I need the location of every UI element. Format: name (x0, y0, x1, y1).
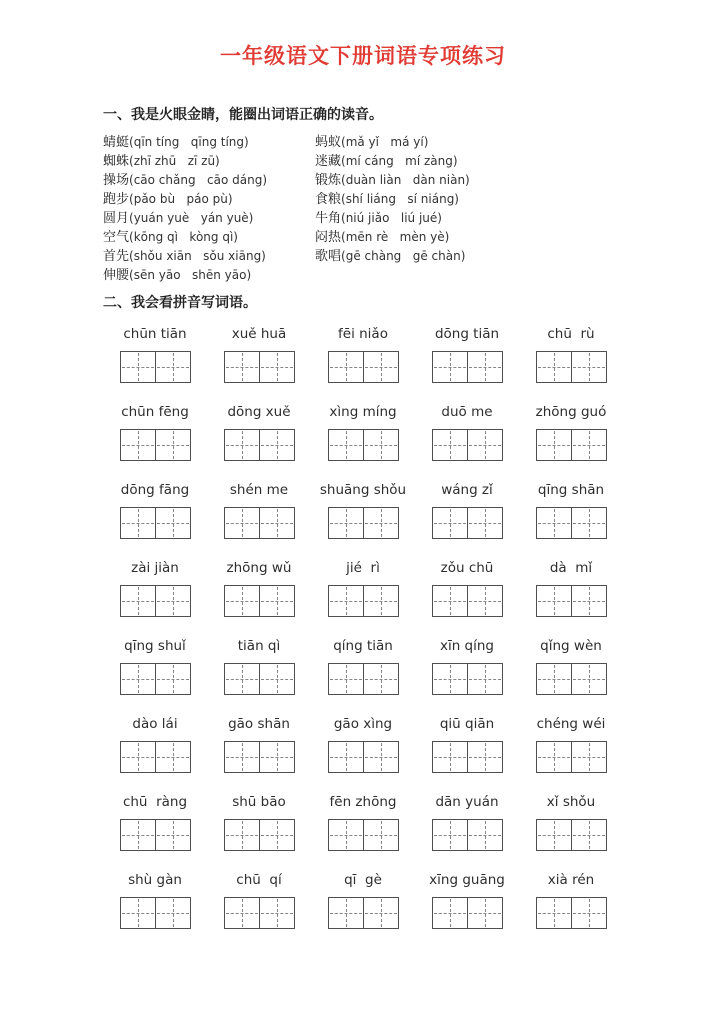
tianzige-cell (364, 429, 399, 461)
writing-box (224, 507, 295, 539)
pronunciation-choices: (qīn tíng qīng tíng) (129, 135, 249, 149)
pinyin-label: duō me (441, 404, 493, 420)
tianzige-cell (224, 429, 260, 461)
writing-box-slot (415, 663, 519, 695)
tianzige-cell (120, 429, 156, 461)
tianzige-cell (260, 663, 295, 695)
word-hanzi: 蜻蜓 (103, 134, 130, 149)
writing-box-row (103, 585, 623, 617)
writing-box-slot (519, 429, 623, 461)
tianzige-cell (260, 741, 295, 773)
tianzige-cell (260, 819, 295, 851)
writing-box (224, 663, 295, 695)
writing-box (328, 351, 399, 383)
tianzige-cell (572, 507, 607, 539)
pronunciation-choices: (mí cáng mí zàng) (341, 154, 458, 168)
tianzige-cell (156, 585, 191, 617)
writing-box-slot (311, 429, 415, 461)
writing-box (328, 741, 399, 773)
tianzige-cell (224, 741, 260, 773)
writing-box-slot (519, 897, 623, 929)
tianzige-cell (224, 351, 260, 383)
writing-box (224, 741, 295, 773)
writing-box (224, 351, 295, 383)
word-choice-list (103, 132, 623, 284)
writing-box-slot (311, 663, 415, 695)
word-hanzi: 牛角 (315, 210, 342, 225)
tianzige-cell (156, 741, 191, 773)
word-choice-item (103, 246, 315, 265)
tianzige-cell (572, 429, 607, 461)
tianzige-cell (156, 429, 191, 461)
tianzige-cell (224, 585, 260, 617)
pronunciation-choices: (gē chàng gē chàn) (341, 249, 466, 263)
pinyin-label: dōng fāng (120, 482, 190, 498)
word-hanzi: 伸腰 (103, 267, 130, 282)
pinyin-label-row (103, 716, 623, 732)
writing-box (432, 351, 503, 383)
tianzige-cell (468, 429, 503, 461)
writing-box (536, 741, 607, 773)
pinyin-label: dōng tiān (434, 326, 500, 342)
writing-box (224, 897, 295, 929)
pinyin-label: zǒu chū (440, 560, 494, 576)
writing-box-slot (207, 897, 311, 929)
writing-box-slot (415, 897, 519, 929)
tianzige-cell (536, 351, 572, 383)
word-hanzi: 歌唱 (315, 248, 342, 263)
writing-box-slot (415, 351, 519, 383)
pinyin-label: xǐ shǒu (546, 794, 596, 810)
tianzige-cell (120, 819, 156, 851)
word-choice-item (103, 265, 315, 284)
pinyin-label: shén me (229, 482, 289, 498)
writing-box-slot (519, 741, 623, 773)
word-hanzi: 蚂蚁 (315, 134, 342, 149)
pronunciation-choices: (kōng qì kòng qì) (129, 230, 238, 244)
tianzige-cell (260, 585, 295, 617)
pinyin-label: zhōng wǔ (226, 560, 292, 576)
word-choice-item (103, 132, 315, 151)
writing-box (120, 663, 191, 695)
writing-box (120, 351, 191, 383)
tianzige-cell (120, 897, 156, 929)
tianzige-cell (364, 663, 399, 695)
tianzige-cell (572, 663, 607, 695)
tianzige-cell (536, 897, 572, 929)
writing-box-slot (519, 819, 623, 851)
writing-box-slot (519, 663, 623, 695)
pinyin-label-row (103, 404, 623, 420)
tianzige-cell (328, 429, 364, 461)
writing-box (536, 507, 607, 539)
word-hanzi: 迷藏 (315, 153, 342, 168)
tianzige-cell (260, 429, 295, 461)
writing-box-slot (415, 429, 519, 461)
tianzige-cell (468, 897, 503, 929)
writing-box (328, 663, 399, 695)
tianzige-cell (156, 897, 191, 929)
writing-box (432, 507, 503, 539)
writing-box (432, 897, 503, 929)
tianzige-cell (328, 741, 364, 773)
tianzige-cell (536, 429, 572, 461)
pronunciation-choices: (sēn yāo shēn yāo) (129, 268, 252, 282)
pronunciation-choices: (cāo chǎng cāo dáng) (129, 173, 268, 187)
pronunciation-choices: (shǒu xiān sǒu xiāng) (129, 249, 266, 263)
tianzige-cell (260, 507, 295, 539)
pinyin-label: chūn tiān (123, 326, 187, 342)
writing-box (432, 585, 503, 617)
pinyin-label: shū bāo (232, 794, 286, 810)
writing-box-slot (311, 585, 415, 617)
pinyin-label: xīng guāng (429, 872, 505, 888)
pinyin-label: zhōng guó (535, 404, 607, 420)
pinyin-label: xuě huā (231, 326, 287, 342)
word-hanzi: 空气 (103, 229, 130, 244)
tianzige-cell (432, 897, 468, 929)
writing-box-slot (415, 507, 519, 539)
writing-box (328, 819, 399, 851)
word-choice-item (315, 132, 623, 151)
writing-box (224, 585, 295, 617)
word-hanzi: 操场 (103, 172, 130, 187)
pinyin-label: xīn qíng (439, 638, 495, 654)
writing-box-slot (207, 741, 311, 773)
pinyin-label: xià rén (547, 872, 595, 888)
pronunciation-choices: (niú jiǎo liú jué) (341, 211, 442, 225)
word-list-right (315, 132, 623, 284)
tianzige-cell (572, 585, 607, 617)
tianzige-cell (432, 663, 468, 695)
word-choice-item (103, 208, 315, 227)
tianzige-cell (328, 897, 364, 929)
tianzige-cell (432, 585, 468, 617)
writing-box-slot (207, 507, 311, 539)
tianzige-cell (572, 819, 607, 851)
pinyin-label: gāo xìng (333, 716, 393, 732)
tianzige-cell (468, 741, 503, 773)
section1-heading: 一、我是火眼金睛，能圈出词语正确的读音。 (103, 108, 383, 123)
word-hanzi: 锻炼 (315, 172, 342, 187)
writing-box-slot (103, 585, 207, 617)
pinyin-label: shù gàn (128, 872, 182, 888)
writing-box (432, 819, 503, 851)
tianzige-cell (468, 585, 503, 617)
tianzige-cell (156, 663, 191, 695)
writing-box-slot (103, 429, 207, 461)
tianzige-cell (260, 897, 295, 929)
word-hanzi: 食粮 (315, 191, 342, 206)
tianzige-cell (224, 897, 260, 929)
writing-box-slot (415, 741, 519, 773)
word-choice-item (103, 151, 315, 170)
tianzige-cell (536, 741, 572, 773)
pinyin-label: qíng tiān (333, 638, 393, 654)
writing-box-row (103, 897, 623, 929)
writing-box (120, 741, 191, 773)
pinyin-label: chū rù (547, 326, 595, 342)
writing-box (432, 741, 503, 773)
pinyin-label: shuāng shǒu (319, 482, 407, 498)
word-hanzi: 闷热 (315, 229, 342, 244)
writing-box-slot (311, 897, 415, 929)
pinyin-label: fēn zhōng (329, 794, 397, 810)
tianzige-cell (432, 351, 468, 383)
tianzige-cell (364, 819, 399, 851)
tianzige-cell (120, 585, 156, 617)
word-choice-item (315, 246, 623, 265)
writing-box (328, 507, 399, 539)
tianzige-cell (432, 429, 468, 461)
tianzige-cell (536, 663, 572, 695)
writing-box-slot (415, 819, 519, 851)
writing-box (536, 897, 607, 929)
tianzige-cell (120, 507, 156, 539)
word-choice-item (315, 208, 623, 227)
writing-box-row (103, 351, 623, 383)
writing-box-slot (103, 507, 207, 539)
tianzige-cell (156, 819, 191, 851)
writing-box-slot (207, 585, 311, 617)
writing-box-row (103, 741, 623, 773)
tianzige-cell (364, 351, 399, 383)
pronunciation-choices: (pǎo bù páo pù) (129, 192, 233, 206)
pinyin-label: zài jiàn (131, 560, 179, 576)
tianzige-cell (328, 351, 364, 383)
word-hanzi: 首先 (103, 248, 130, 263)
tianzige-cell (328, 819, 364, 851)
writing-box-slot (207, 351, 311, 383)
pinyin-grid (103, 326, 623, 929)
pinyin-label: qǐng wèn (540, 638, 602, 654)
tianzige-cell (120, 741, 156, 773)
word-hanzi: 蜘蛛 (103, 153, 130, 168)
tianzige-cell (536, 507, 572, 539)
tianzige-cell (364, 897, 399, 929)
writing-box (120, 429, 191, 461)
word-choice-item (315, 227, 623, 246)
pinyin-label: qiū qiān (439, 716, 495, 732)
writing-box-slot (311, 819, 415, 851)
pronunciation-choices: (yuán yuè yán yuè) (129, 211, 254, 225)
tianzige-cell (364, 507, 399, 539)
tianzige-cell (364, 741, 399, 773)
tianzige-cell (328, 507, 364, 539)
tianzige-cell (432, 507, 468, 539)
tianzige-cell (364, 585, 399, 617)
tianzige-cell (120, 351, 156, 383)
writing-box (120, 819, 191, 851)
writing-box-slot (311, 507, 415, 539)
pinyin-label-row (103, 638, 623, 654)
pinyin-label: dōng xuě (227, 404, 291, 420)
tianzige-cell (572, 351, 607, 383)
pinyin-label: qīng shān (537, 482, 605, 498)
tianzige-cell (468, 351, 503, 383)
pinyin-label: chū qí (236, 872, 282, 888)
writing-box (536, 663, 607, 695)
pinyin-label: dān yuán (435, 794, 499, 810)
pinyin-label: dào lái (132, 716, 178, 732)
pinyin-label: qī gè (344, 872, 382, 888)
pinyin-label: fēi niǎo (338, 326, 388, 342)
pinyin-label-row (103, 872, 623, 888)
writing-box-slot (519, 351, 623, 383)
writing-box (536, 429, 607, 461)
word-hanzi: 圆月 (103, 210, 130, 225)
pinyin-label: dà mǐ (549, 560, 593, 576)
word-choice-item (315, 189, 623, 208)
word-list-left (103, 132, 315, 284)
tianzige-cell (224, 663, 260, 695)
writing-box-slot (103, 351, 207, 383)
writing-box (224, 429, 295, 461)
writing-box (536, 819, 607, 851)
writing-box-slot (103, 741, 207, 773)
tianzige-cell (328, 585, 364, 617)
writing-box-slot (207, 429, 311, 461)
writing-box (328, 897, 399, 929)
writing-box (328, 429, 399, 461)
writing-box-slot (311, 351, 415, 383)
pinyin-label: jié rì (346, 560, 380, 576)
writing-box-slot (103, 663, 207, 695)
pronunciation-choices: (zhī zhū zī zū) (129, 154, 220, 168)
writing-box-slot (519, 585, 623, 617)
writing-box (432, 663, 503, 695)
tianzige-cell (224, 507, 260, 539)
word-hanzi: 跑步 (103, 191, 130, 206)
pinyin-label: wáng zǐ (441, 482, 493, 498)
writing-box-slot (415, 585, 519, 617)
word-choice-item (315, 170, 623, 189)
pinyin-label: tiān qì (237, 638, 281, 654)
tianzige-cell (432, 819, 468, 851)
writing-box (224, 819, 295, 851)
pinyin-label-row (103, 794, 623, 810)
writing-box (536, 351, 607, 383)
writing-box-slot (311, 741, 415, 773)
tianzige-cell (328, 663, 364, 695)
writing-box (432, 429, 503, 461)
writing-box-slot (103, 897, 207, 929)
tianzige-cell (572, 741, 607, 773)
writing-box-row (103, 507, 623, 539)
pinyin-label: chūn fēng (121, 404, 189, 420)
word-choice-item (103, 227, 315, 246)
writing-box-row (103, 819, 623, 851)
pinyin-label-row (103, 326, 623, 342)
writing-box (536, 585, 607, 617)
word-choice-item (103, 189, 315, 208)
pinyin-label-row (103, 482, 623, 498)
tianzige-cell (156, 507, 191, 539)
section2-heading: 二、我会看拼音写词语。 (103, 296, 257, 311)
writing-box-slot (519, 507, 623, 539)
word-choice-item (103, 170, 315, 189)
pronunciation-choices: (mǎ yǐ má yí) (341, 135, 429, 149)
tianzige-cell (468, 819, 503, 851)
pronunciation-choices: (duàn liàn dàn niàn) (341, 173, 470, 187)
writing-box-row (103, 663, 623, 695)
tianzige-cell (120, 663, 156, 695)
pinyin-label: qīng shuǐ (124, 638, 186, 654)
tianzige-cell (468, 507, 503, 539)
word-choice-item (315, 151, 623, 170)
writing-box (120, 897, 191, 929)
pronunciation-choices: (shí liáng sí niáng) (341, 192, 459, 206)
page-title: 一年级语文下册词语专项练习 (220, 44, 506, 68)
writing-box-row (103, 429, 623, 461)
tianzige-cell (156, 351, 191, 383)
writing-box-slot (207, 819, 311, 851)
writing-box-slot (207, 663, 311, 695)
pinyin-label: chéng wéi (536, 716, 606, 732)
pinyin-label: gāo shān (228, 716, 290, 732)
writing-box (120, 585, 191, 617)
pronunciation-choices: (mēn rè mèn yè) (341, 230, 450, 244)
tianzige-cell (536, 585, 572, 617)
tianzige-cell (224, 819, 260, 851)
writing-box (328, 585, 399, 617)
tianzige-cell (468, 663, 503, 695)
tianzige-cell (572, 897, 607, 929)
writing-box (120, 507, 191, 539)
pinyin-label: chū ràng (122, 794, 188, 810)
tianzige-cell (260, 351, 295, 383)
tianzige-cell (536, 819, 572, 851)
pinyin-label: xìng míng (329, 404, 397, 420)
tianzige-cell (432, 741, 468, 773)
pinyin-label-row (103, 560, 623, 576)
writing-box-slot (103, 819, 207, 851)
